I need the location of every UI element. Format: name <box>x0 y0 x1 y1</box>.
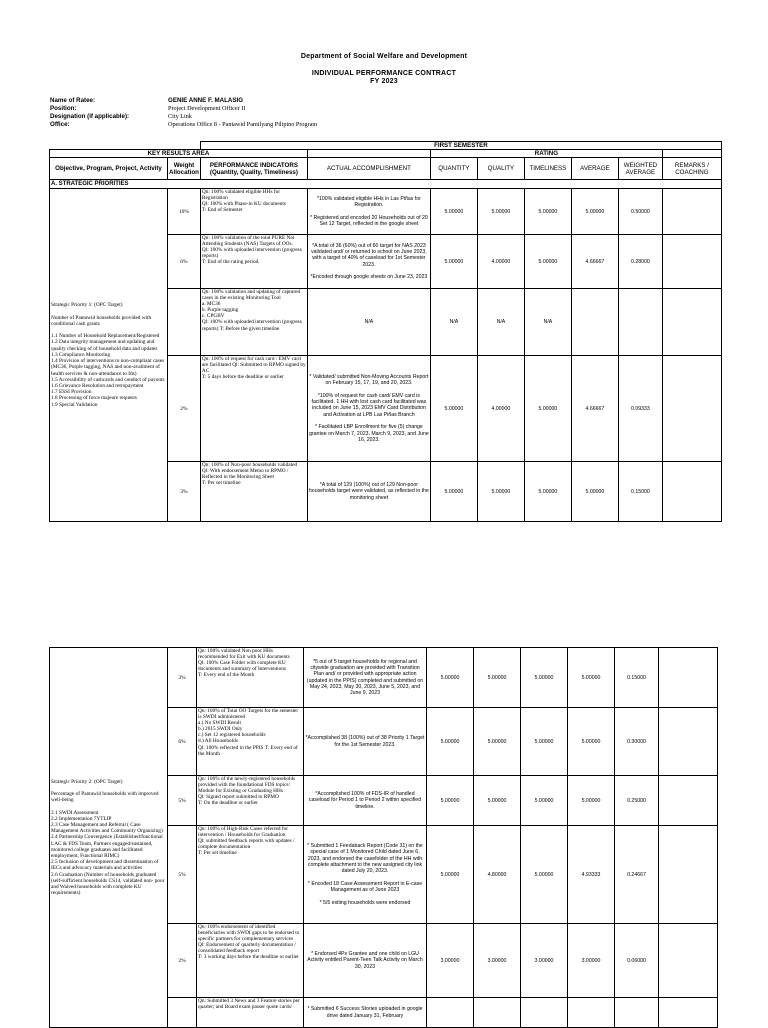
contract-title: INDIVIDUAL PERFORMANCE CONTRACT <box>311 70 457 77</box>
remarks-cell <box>662 462 721 522</box>
accomplishment-cell: * Validated/ submitted Non-Moving Accounts Report on February 15, 17, 19, and 20, 2023. *100% of request for cash card/ EMV card is facilitated. 1 HH with lost cash card facilitated was included on June 15, 2023 EMV Card Distribution and Activation at LPB Las Piñas Branch * Facilitated LBP Enrollment for five (5) change grantee on March 7, 2023, March 9, 2023, and June 16, 2023. <box>307 356 430 462</box>
weight-cell <box>168 289 201 356</box>
weighted-average-cell: 0.09333 <box>618 356 662 462</box>
indicator-cell: Qn: 100% validation of the total PURE Not Attending Students (NAS) Targets of OOs. Ql: 100% with uploaded intervention (progress reports) T: End of the rating period. <box>200 235 307 289</box>
timeliness-cell: 5.00000 <box>521 776 568 826</box>
timeliness-cell: 5.00000 <box>521 826 568 924</box>
department-name: Department of Social Welfare and Development <box>300 53 468 60</box>
designation-value: City Link <box>168 113 192 120</box>
quality-cell: N/A <box>477 289 524 356</box>
quality-cell: 5.00000 <box>474 648 521 708</box>
designation-label: Designation (if applicable): <box>50 113 130 120</box>
timeliness-cell: 5.00000 <box>524 356 571 462</box>
average-cell: 5.00000 <box>571 189 618 235</box>
weighted-average-cell: 0.24667 <box>615 826 659 924</box>
quantity-cell: 5.00000 <box>427 708 474 776</box>
average-cell <box>571 289 618 356</box>
weight-cell: 10% <box>168 189 201 235</box>
semester-header: FIRST SEMESTER <box>200 142 721 150</box>
indicator-cell: Qn: 100% validated eligible HHs for Registration Ql: 100% with Phase-in KU documents T: End of Semester <box>200 189 307 235</box>
accomplishment-cell: N/A <box>307 289 430 356</box>
strategic-priority-cell: Strategic Priority 1: (OPC Target) Number of Pantawid households provided with conditional cash grants 1.1 Number of Household Replacement/Registered 1.2 Data integrity management and updating and quality checking of of household data and updates 1.3 Compliance Monitoring 1.4 Provision of interventions to non-compliant cases (MC36, Purple tagging, NAS and non-availment of health services & non-attendance to fds) 1.5 Accessibility of cashcards and conduct of payouts 1.6 Grievance Resolution and retropayment 1.7 ESSI Provision 1.8 Processing of force majeure requests 1.9 Special Validation <box>50 189 168 522</box>
quality-cell: 5.00000 <box>474 708 521 776</box>
indicator-cell: Qn: 100% of request for cash card / EMV card are facilitated Ql: Submitted to RPMO signed by AC T: 5 days before the deadline or earlier <box>200 356 307 462</box>
remarks-cell <box>659 998 718 1028</box>
weight-cell: 3% <box>168 648 197 708</box>
indicators-header: PERFORMANCE INDICATORS (Quantity, Quality, Timeliness) <box>200 158 307 180</box>
indicator-cell: Qn: 100% endorsement of identified beneficiaries with SWDI gaps to be endorsed to specific partners for complementary services Ql: Endorsement of quarterly documentation / consolidated feedback report T: 3 working days before the deadline or earlier <box>197 924 304 998</box>
indicator-cell: Qn: 100% validation and updating of captured cases in the existing Monitoring Tool a. MC36 b. Purple tagging c. CPGBV Ql: 100% with uploaded intervention (progress reports) T: Before the given timeline <box>200 289 307 356</box>
timeliness-cell: N/A <box>524 289 571 356</box>
average-header: AVERAGE <box>571 158 618 180</box>
name-label: Name of Ratee: <box>50 97 96 104</box>
indicator-cell: Qn: 100% validated Non poor HHs recommended for Exit with KU documents Ql: 100% Case Folder with complete KU documents and summary of Interventions T: Every end of the Month <box>197 648 304 708</box>
remarks-cell <box>662 235 721 289</box>
weight-cell: 6% <box>168 708 197 776</box>
weighted-average-cell: 0.15000 <box>618 462 662 522</box>
performance-table-page-1 <box>49 141 722 522</box>
section-strategic-priorities: A. STRATEGIC PRIORITIES <box>50 180 722 189</box>
quality-cell <box>474 998 521 1028</box>
timeliness-cell: 5.00000 <box>521 708 568 776</box>
kra-header: KEY RESULTS AREA <box>50 150 308 158</box>
weight-cell: 5% <box>168 826 197 924</box>
quantity-cell: 3.00000 <box>427 924 474 998</box>
weighted-average-cell: 0.25000 <box>615 776 659 826</box>
timeliness-cell: 5.00000 <box>521 648 568 708</box>
accomplishment-cell: * Submitted 1 Feedaback Report (Code 31) on the special case of 1 Monitored Child dated June 6, 2023, and endorsed the casefolder of the HH with complete attachment to the new assigned city link dated July 20, 2023. * Encoded 18 Case Assessment Report in E-case Management as of June 2023 * 5/5 exiting households were endorsed <box>304 826 427 924</box>
accomplishment-cell: * Endorsed 4Ps Grantee and one child on LGU Activity entitled Parent-Teen Talk Activity on March 30, 2023 <box>304 924 427 998</box>
average-cell: 5.00000 <box>568 776 615 826</box>
accomplishment-cell: *A total of 129 (100%) out of 129 Non-poor households target were validated, as reflected in the monitoring sheet <box>307 462 430 522</box>
rating-header: RATING <box>430 150 662 158</box>
quality-cell: 3.00000 <box>474 924 521 998</box>
accomplishment-header: ACTUAL ACCOMPLISHMENT <box>307 158 430 180</box>
average-cell: 4.66667 <box>571 235 618 289</box>
quantity-cell: N/A <box>430 289 477 356</box>
table-row <box>50 189 722 235</box>
accomplishment-cell: *5 out of 5 target households for regional and citywide graduation are provided with Transition Plan and/ or provided with appropriate action (updated in the PPIS) completed and submitted on May 24, 2023, May 30, 2023, June 5, 2023, and June 9, 2023 <box>304 648 427 708</box>
timeliness-cell: 5.00000 <box>524 189 571 235</box>
weight-cell: 2% <box>168 356 201 462</box>
quantity-cell: 5.00000 <box>427 826 474 924</box>
indicator-cell: Qn: 100% of Non-poor households validated Ql: With endorsement Memo to RPMO / Reflected in the Monitoring Sheet T: Per set timeline <box>200 462 307 522</box>
timeliness-header: TIMELINESS <box>524 158 571 180</box>
weight-header: Weight Allocation <box>168 158 201 180</box>
quantity-cell: 5.00000 <box>430 189 477 235</box>
quality-cell: 4.80000 <box>474 826 521 924</box>
weight-cell: 3% <box>168 462 201 522</box>
quality-cell: 5.00000 <box>477 462 524 522</box>
average-cell: 5.00000 <box>568 708 615 776</box>
remarks-cell <box>662 289 721 356</box>
remarks-cell <box>662 356 721 462</box>
position-value: Project Development Officer II <box>168 105 246 112</box>
average-cell: 4.66667 <box>571 356 618 462</box>
timeliness-cell <box>521 998 568 1028</box>
remarks-cell <box>659 648 718 708</box>
fiscal-year: FY 2023 <box>370 78 398 85</box>
weighted-average-header: WEIGHTED AVERAGE <box>618 158 662 180</box>
remarks-cell <box>659 776 718 826</box>
quality-cell: 5.00000 <box>477 189 524 235</box>
table-row <box>50 648 718 708</box>
weighted-average-cell: 0.28000 <box>618 235 662 289</box>
timeliness-cell: 3.00000 <box>521 924 568 998</box>
performance-table-page-2 <box>49 647 718 1028</box>
average-cell: 4.93333 <box>568 826 615 924</box>
ratee-info <box>50 97 468 129</box>
quantity-cell: 5.00000 <box>430 235 477 289</box>
weighted-average-cell: 0.06000 <box>615 924 659 998</box>
timeliness-cell: 5.00000 <box>524 235 571 289</box>
quality-header: QUALITY <box>477 158 524 180</box>
accomplishment-cell: *A total of 36 (60%) out of 60 target for NAS 2023 validated and/ or returned to school on June 2023, with a target of 40% of caseload for 1st Semester 2023. *Encoded through google sheets on June 23, 2023 <box>307 235 430 289</box>
average-cell: 5.00000 <box>568 648 615 708</box>
quantity-cell <box>427 998 474 1028</box>
average-cell <box>568 998 615 1028</box>
weight-cell <box>168 998 197 1028</box>
strategic-priority-cell: Strategic Priority 2: (OPC Target) Percentage of Pantawid households with improved well-being 2.1 SWDI Assessment 2.2 Implementation 7YTLIP 2.3 Case Management and Referral ( Case Management Activities and Community Organizing) 2.4 Partnership Convergence (Established/functional LAC & FDS Team, Partners engaged/sustained, monitored college graduates and facilitated employment, Functional RIMC) 2.5 Inclusion of development and dissemination of IECs and advocacy materials and activities 2.6 Graduation (Number of households graduated (self-sufficient households CS14, validated non- poor and Waived households with complete KU requirements) <box>50 648 168 1028</box>
quantity-cell: 5.00000 <box>427 648 474 708</box>
accomplishment-cell: * Submitted 6 Success Stories uploaded in google drive dated January 31, February <box>304 998 427 1028</box>
timeliness-cell: 5.00000 <box>524 462 571 522</box>
weighted-average-cell: 0.30000 <box>615 708 659 776</box>
quality-cell: 4.00000 <box>477 356 524 462</box>
remarks-cell <box>659 708 718 776</box>
name-value: GENIE ANNE F. MALASIG <box>168 97 244 104</box>
remarks-cell <box>659 924 718 998</box>
weighted-average-cell <box>615 998 659 1028</box>
accomplishment-cell: *Accomplished 100% of FDS-IR of handled caseload for Period 1 to Period 2 within specified timeline. <box>304 776 427 826</box>
indicator-cell: Qn: 100% of the newly-registered households provided with the foundational FDS topics/ Module for Existing or Graduating HHs Ql: Signed report submitted to RPMO T: On the deadline or earlier <box>197 776 304 826</box>
indicator-cell: Qn: 100% of Total OO Targets for the semester is SWDI administered a.) No SWDI Result b.) 2015 SWDI Only c.) Set 12 registered households d.) All Households Ql: 100% reflected in the PPIS T: Every end of the Month <box>197 708 304 776</box>
accomplishment-cell: *100% validated eligible HHs in Las Piñas for Registration. * Registered and encoded 20 Households out of 20 Set 12 Target, reflected in the google sheet <box>307 189 430 235</box>
indicator-cell: Qn: 100% of High-Risk Cases referred for intervention / Households for Graduation Ql: submitted feedback reports with updates / complete documentation T: Per set timeline <box>197 826 304 924</box>
weighted-average-cell: 0.50000 <box>618 189 662 235</box>
remarks-header: REMARKS / COACHING <box>662 158 721 180</box>
remarks-cell <box>662 189 721 235</box>
weight-cell: 5% <box>168 776 197 826</box>
quality-cell: 5.00000 <box>474 776 521 826</box>
accomplishment-cell: *Accomplished 38 (100%) out of 38 Priority 1 Target for the 1st Semester 2023. <box>304 708 427 776</box>
indicator-cell: Qn: Submitted 3 News and 3 Feature stories per quarter; and Board exam passer quote cards/ <box>197 998 304 1028</box>
weight-cell: 2% <box>168 924 197 998</box>
objective-header: Objective, Program, Project, Activity <box>50 158 168 180</box>
quantity-cell: 5.00000 <box>430 462 477 522</box>
quantity-cell: 5.00000 <box>427 776 474 826</box>
remarks-cell <box>659 826 718 924</box>
weighted-average-cell <box>618 289 662 356</box>
average-cell: 3.00000 <box>568 924 615 998</box>
quantity-cell: 5.00000 <box>430 356 477 462</box>
quality-cell: 4.00000 <box>477 235 524 289</box>
weighted-average-cell: 0.15000 <box>615 648 659 708</box>
office-label: Office: <box>50 121 70 128</box>
weight-cell: 6% <box>168 235 201 289</box>
office-value: Operations Office 8 - Pantawid Pamilyang Pilipino Program <box>168 121 318 128</box>
quantity-header: QUANTITY <box>430 158 477 180</box>
position-label: Position: <box>50 105 77 112</box>
average-cell: 5.00000 <box>571 462 618 522</box>
